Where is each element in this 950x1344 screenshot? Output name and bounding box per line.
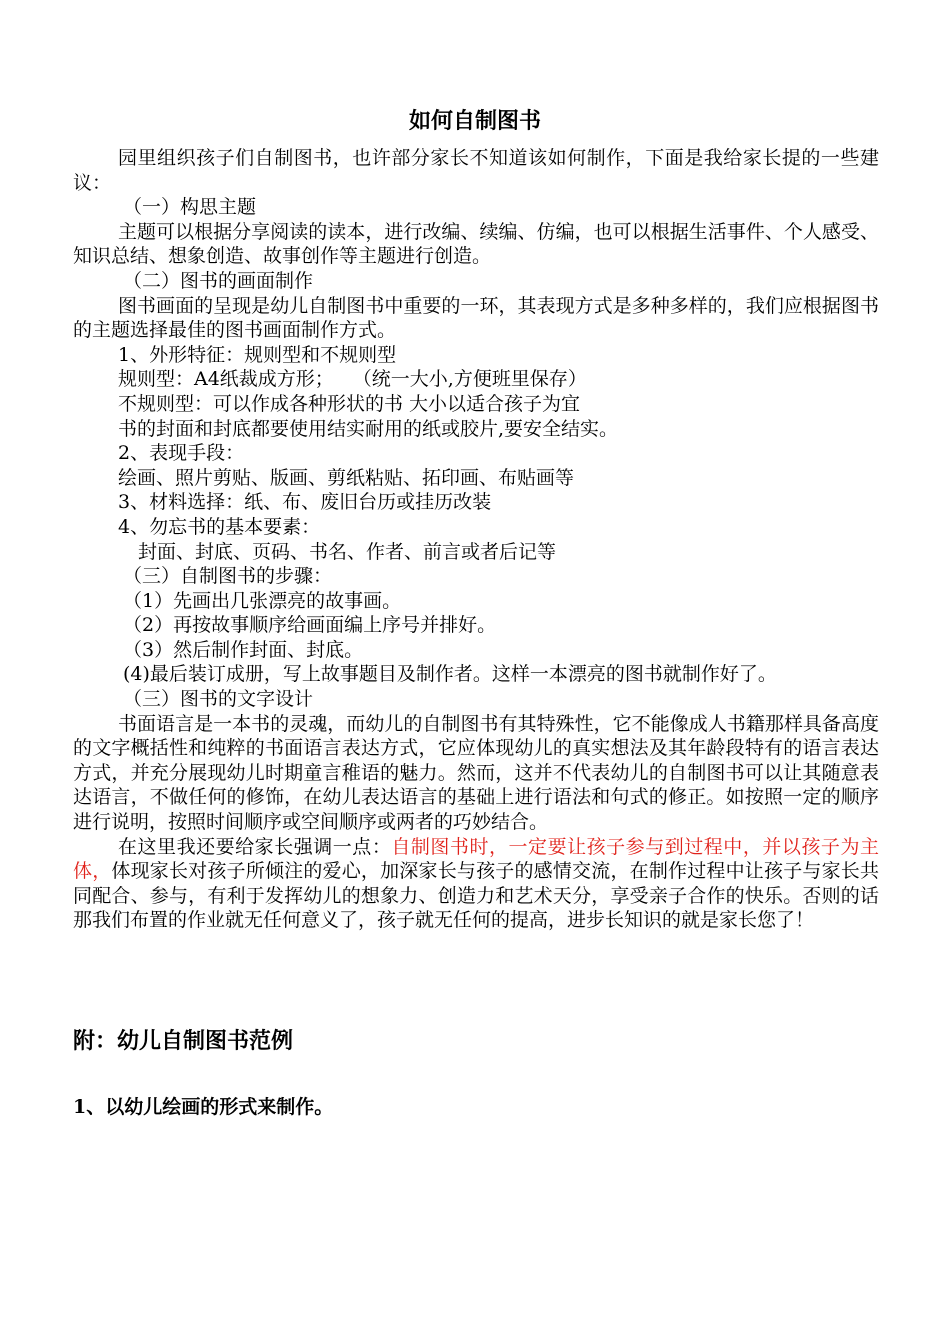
section-2-item-1c: 书的封面和封底都要使用结实耐用的纸或胶片,要安全结实。: [118, 417, 619, 440]
section-2-item-4: 4、勿忘书的基本要素：: [118, 515, 321, 538]
section-4-body: 书面语言是一本书的灵魂，而幼儿的自制图书有其特殊性，它不能像成人书籍那样具备高度的文字概括性和纯粹的书面语言表达方式，它应体现幼儿的真实想法及其年龄段特有的语言表达方式，并充分展现幼儿时期童言稚语的魅力。然而，这并不代表幼儿的自制图书可以让其随意表达语言，不做任何的修饰，在幼儿表达语言的基础上进行语法和句式的修正。如按照一定的顺序进行说明，按照时间顺序或空间顺序或两者的巧妙结合。: [73, 712, 879, 834]
section-3-step-2: （2）再按故事顺序给画面编上序号并排好。: [123, 614, 497, 637]
intro-paragraph: 园里组织孩子们自制图书，也许部分家长不知道该如何制作，下面是我给家长提的一些建议：: [73, 147, 879, 194]
section-2-item-4a: 封面、封底、页码、书名、作者、前言或者后记等: [138, 540, 557, 563]
document-body: [73, 146, 879, 933]
final-text-pre: 在这里我还要给家长强调一点：: [118, 835, 392, 858]
sample-1-heading: 1、以幼儿绘画的形式来制作。: [73, 1096, 334, 1118]
final-text-post: 体现家长对孩子所倾注的爱心，加深家长与孩子的感情交流，在制作过程中让孩子与家长共同配合、参与，有利于发挥幼儿的想象力、创造力和艺术天分，享受亲子合作的快乐。否则的话那我们布置的作业就无任何意义了，孩子就无任何的提高，进步长知识的就是家长您了！: [73, 860, 879, 932]
section-2-body: 图书画面的呈现是幼儿自制图书中重要的一环，其表现方式是多种多样的，我们应根据图书的主题选择最佳的图书画面制作方式。: [73, 294, 879, 342]
section-4-heading: （三）图书的文字设计: [123, 688, 314, 711]
section-1-body: 主题可以根据分享阅读的读本，进行改编、续编、仿编，也可以根据生活事件、个人感受、知识总结、想象创造、故事创作等主题进行创造。: [73, 220, 879, 268]
section-3-step-4: (4)最后装订成册，写上故事题目及制作者。这样一本漂亮的图书就制作好了。: [123, 663, 777, 686]
final-paragraph: [73, 835, 879, 933]
section-2-item-3: 3、材料选择：纸、布、废旧台历或挂历改装: [118, 491, 492, 514]
section-2-item-2a: 绘画、照片剪贴、版画、剪纸粘贴、拓印画、布贴画等: [118, 466, 575, 489]
section-3-step-1: （1）先画出几张漂亮的故事画。: [123, 589, 402, 612]
section-2-heading: （二）图书的画面制作: [123, 269, 314, 292]
document-title: 如何自制图书: [408, 108, 541, 134]
appendix-heading: 附：幼儿自制图书范例: [73, 1028, 294, 1054]
section-3-step-3: （3）然后制作封面、封底。: [123, 638, 364, 661]
section-2-item-1b: 不规则型：可以作成各种形状的书 大小以适合孩子为宜: [118, 392, 581, 415]
section-2-item-1: 1、外形特征：规则型和不规则型: [118, 343, 397, 366]
section-2-item-2: 2、表现手段：: [118, 442, 245, 465]
final-text-highlight: 自制图书时，一定要让孩子参与到过程中，并以孩子为主体，: [73, 835, 879, 883]
section-3-heading: （三）自制图书的步骤：: [123, 565, 333, 588]
section-2-item-1a: 规则型：A4纸裁成方形； （统一大小,方便班里保存）: [118, 368, 587, 391]
section-1-heading: （一）构思主题: [123, 196, 257, 219]
